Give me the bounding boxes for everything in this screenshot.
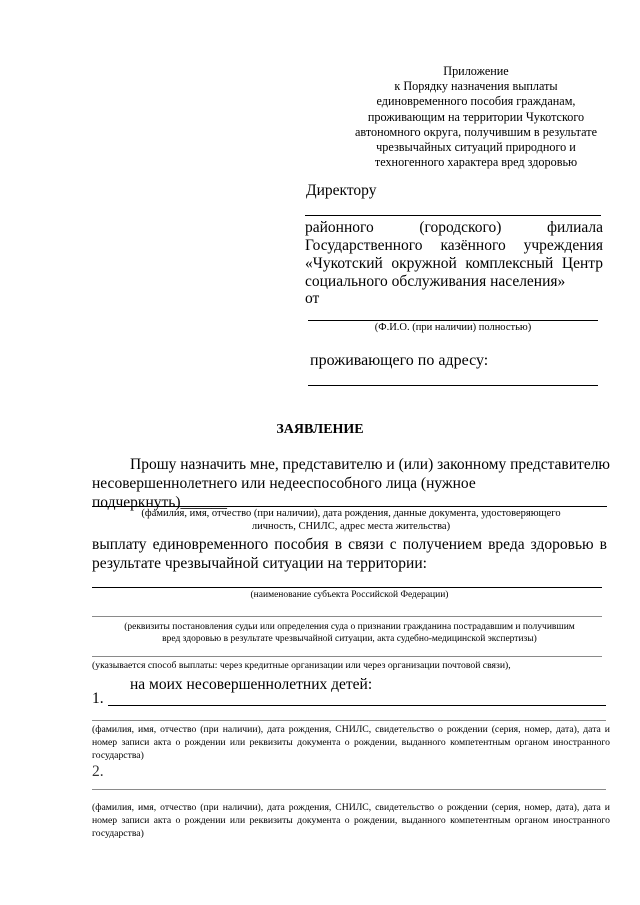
addressee-row: социального обслуживания населения» [305,273,566,290]
child-number: 1. [92,690,104,707]
addressee-name-line[interactable] [305,215,601,216]
court-caption: (реквизиты постановления судьи или определения суда о признании гражданина пострадавшим и получившим вред здоровью в результате чрезвычайной ситуации, акта судебно-медицинской экспертизы) [124,622,575,644]
payment-method-caption: (указывается способ выплаты: через кредитные организации или через организации почтовой связи), [92,660,511,671]
payment-method-line[interactable] [92,656,602,657]
child-caption: (фамилия, имя, отчество (при наличии), дата рождения, СНИЛС, свидетельство о рождении (серия, номер, дата), дата и номер записи акта о рождении или реквизиты документа о рождении, выданного компетентным органом иностранного государства) [92,802,610,839]
child1-line[interactable] [108,705,606,706]
from-label: от [305,290,320,307]
child-number: 2. [92,763,104,780]
appendix-line: проживающим на территории Чукотского [367,109,585,124]
child1-extra-line[interactable] [92,720,606,721]
addressee-block [305,219,603,291]
child2-line[interactable] [92,789,606,790]
appendix-line: единовременного пособия гражданам, [376,94,576,109]
addressee-row: Государственного казённого учреждения [305,237,603,254]
appendix-line: к Порядку назначения выплаты [394,79,558,94]
appendix-header [326,64,626,170]
court-line[interactable] [92,616,602,617]
addressee-row: районного (городского) филиала [305,219,603,236]
children-label: на моих несовершеннолетних детей: [130,676,373,693]
addressee-row: «Чукотский окружной комплексный Центр [305,255,603,272]
fio-caption: (Ф.И.О. (при наличии) полностью) [374,322,532,333]
subject-line[interactable] [92,587,602,588]
child-caption: (фамилия, имя, отчество (при наличии), дата рождения, СНИЛС, свидетельство о рождении (серия, номер, дата), дата и номер записи акта о рождении или реквизиты документа о рождении, выданного компетентным органом иностранного государства) [92,724,610,761]
subject-caption: (наименование субъекта Российской Федерации) [250,590,449,600]
request-paragraph: Прошу назначить мне, представителю и (или) законному представителю несовершеннолетнего или недееспособного лица (нужное подчеркнуть)______ [92,456,611,511]
address-label: проживающего по адресу: [310,352,489,369]
appendix-line: чрезвычайных ситуаций природного и [376,140,576,155]
payment-paragraph: выплату единовременного пособия в связи с получением вреда здоровью в результате чрезвычайной ситуации на территории: [92,536,607,572]
addressee-title: Директору [306,182,377,199]
fio-line[interactable] [308,320,598,321]
appendix-line: автономного округа, получившим в результате [355,124,597,139]
appendix-line: техногенного характера вред здоровью [374,155,578,170]
applicant-caption: (фамилия, имя, отчество (при наличии), дата рождения, данные документа, удостоверяющего личность, СНИЛС, адрес места жительства) [141,508,561,532]
address-line[interactable] [308,385,598,386]
appendix-line: Приложение [443,64,509,78]
document-title: ЗАЯВЛЕНИЕ [276,422,364,437]
